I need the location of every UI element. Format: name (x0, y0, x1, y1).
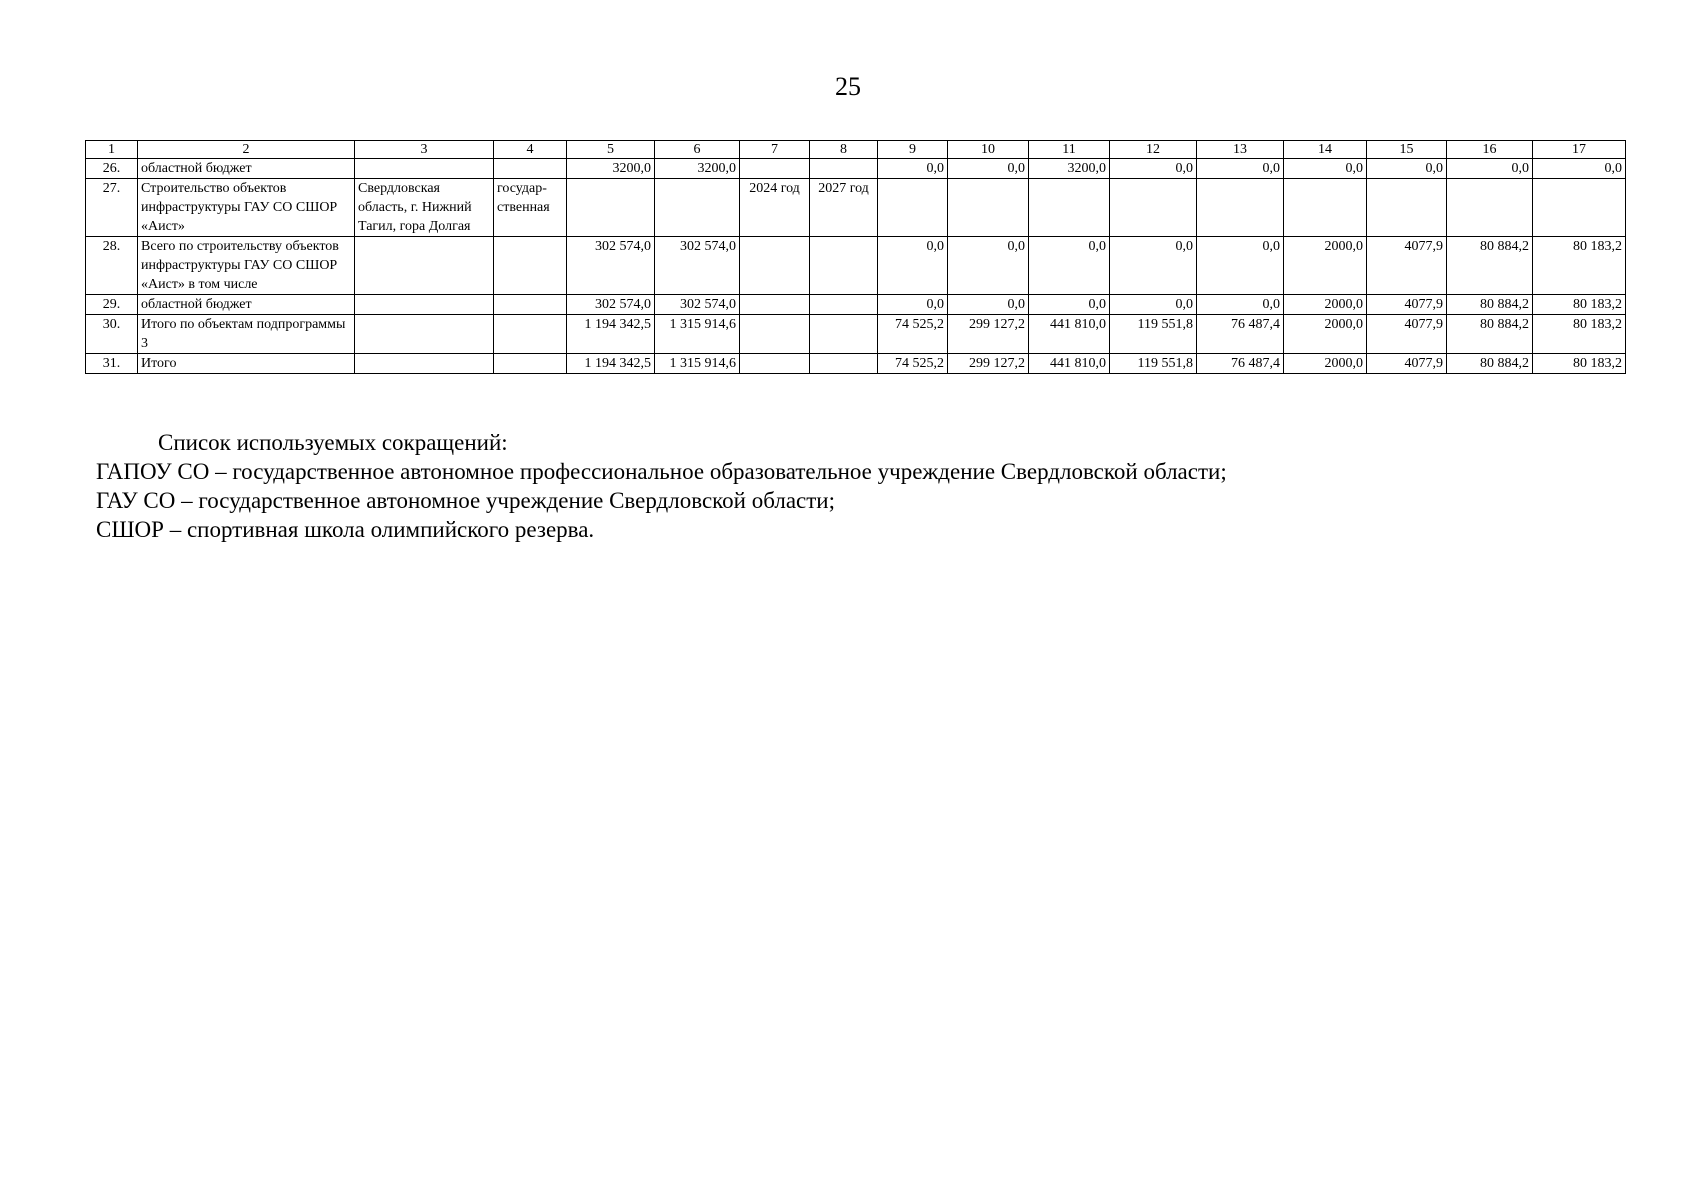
table-cell (1367, 179, 1447, 237)
table-cell (1029, 179, 1110, 237)
table-cell: 0,0 (1197, 237, 1284, 295)
table-cell (494, 237, 567, 295)
table-cell (1284, 179, 1367, 237)
table-cell: 0,0 (1197, 295, 1284, 315)
table-cell (948, 179, 1029, 237)
table-cell: 119 551,8 (1110, 315, 1197, 354)
row-number: 27. (86, 179, 138, 237)
location-cell: Свердловская область, г. Нижний Тагил, гора Долгая (355, 179, 494, 237)
table-cell (494, 159, 567, 179)
table-cell: 1 315 914,6 (655, 354, 740, 374)
table-cell: 80 884,2 (1447, 354, 1533, 374)
table-cell: 0,0 (878, 237, 948, 295)
row-number: 28. (86, 237, 138, 295)
header-cell: 15 (1367, 141, 1447, 159)
abbreviations-section (96, 428, 1656, 544)
row-name: областной бюджет (138, 295, 355, 315)
header-cell: 3 (355, 141, 494, 159)
header-cell: 11 (1029, 141, 1110, 159)
header-cell: 5 (567, 141, 655, 159)
header-cell: 4 (494, 141, 567, 159)
table-cell: 74 525,2 (878, 315, 948, 354)
table-cell: 119 551,8 (1110, 354, 1197, 374)
row-name: Итого (138, 354, 355, 374)
table-cell: 3200,0 (655, 159, 740, 179)
table-cell (810, 159, 878, 179)
table-cell: 0,0 (948, 237, 1029, 295)
header-cell: 8 (810, 141, 878, 159)
row-name: Итого по объектам подпрограммы 3 (138, 315, 355, 354)
table-cell (740, 354, 810, 374)
table-cell: 0,0 (1284, 159, 1367, 179)
table-cell: 80 183,2 (1533, 315, 1626, 354)
abbreviation-item: ГАПОУ СО – государственное автономное профессиональное образовательное учреждение Свердловской области; (96, 459, 1227, 484)
row-name: областной бюджет (138, 159, 355, 179)
table-cell: 76 487,4 (1197, 315, 1284, 354)
table-cell (740, 315, 810, 354)
table-cell: 0,0 (1110, 159, 1197, 179)
table-cell (355, 354, 494, 374)
table-cell: 76 487,4 (1197, 354, 1284, 374)
row-name: Всего по строительству объектов инфраструктуры ГАУ СО СШОР «Аист» в том числе (138, 237, 355, 295)
table-cell: 1 194 342,5 (567, 354, 655, 374)
table-cell (1447, 179, 1533, 237)
table-cell: 0,0 (1533, 159, 1626, 179)
abbreviation-item: СШОР – спортивная школа олимпийского резерва. (96, 517, 595, 542)
table-cell (567, 179, 655, 237)
table-cell (740, 159, 810, 179)
table-cell (494, 354, 567, 374)
table-cell: 0,0 (1029, 237, 1110, 295)
table-cell: 2000,0 (1284, 354, 1367, 374)
budget-table (85, 140, 1626, 374)
table-cell (355, 237, 494, 295)
table-cell: 2000,0 (1284, 315, 1367, 354)
table-row (86, 354, 1626, 374)
table-cell: 4077,9 (1367, 237, 1447, 295)
table-cell: 0,0 (1447, 159, 1533, 179)
table-cell: 2000,0 (1284, 295, 1367, 315)
header-cell: 7 (740, 141, 810, 159)
header-cell: 1 (86, 141, 138, 159)
table-cell: 302 574,0 (567, 237, 655, 295)
table-cell: 80 183,2 (1533, 354, 1626, 374)
abbreviations-title: Список используемых сокращений: (158, 430, 508, 455)
header-cell: 2 (138, 141, 355, 159)
table-cell: 3200,0 (567, 159, 655, 179)
table-cell (355, 295, 494, 315)
table-cell: 0,0 (948, 159, 1029, 179)
header-cell: 13 (1197, 141, 1284, 159)
table-cell (1197, 179, 1284, 237)
table-row (86, 315, 1626, 354)
table-cell (1533, 179, 1626, 237)
table-cell: 80 884,2 (1447, 237, 1533, 295)
table-cell: 0,0 (1110, 295, 1197, 315)
ownership-cell: государ-ственная (494, 179, 567, 237)
header-cell: 16 (1447, 141, 1533, 159)
table-cell (494, 315, 567, 354)
table-row (86, 237, 1626, 295)
table-cell (810, 354, 878, 374)
row-number: 26. (86, 159, 138, 179)
table-cell: 0,0 (1197, 159, 1284, 179)
table-cell: 80 183,2 (1533, 295, 1626, 315)
table-cell (494, 295, 567, 315)
table-cell (740, 295, 810, 315)
table-cell (655, 179, 740, 237)
table-cell: 0,0 (1029, 295, 1110, 315)
header-cell: 14 (1284, 141, 1367, 159)
table-row (86, 159, 1626, 179)
table-row (86, 179, 1626, 237)
table-cell: 1 194 342,5 (567, 315, 655, 354)
row-name: Строительство объектов инфраструктуры ГАУ СО СШОР «Аист» (138, 179, 355, 237)
row-number: 31. (86, 354, 138, 374)
table-cell: 302 574,0 (567, 295, 655, 315)
table-cell (878, 179, 948, 237)
table-cell: 80 183,2 (1533, 237, 1626, 295)
table-cell: 299 127,2 (948, 315, 1029, 354)
header-cell: 9 (878, 141, 948, 159)
row-number: 30. (86, 315, 138, 354)
table-cell: 0,0 (1110, 237, 1197, 295)
table-cell: 4077,9 (1367, 315, 1447, 354)
table-header-row (86, 141, 1626, 159)
table-cell (355, 159, 494, 179)
table-cell: 80 884,2 (1447, 315, 1533, 354)
table-cell (740, 237, 810, 295)
table-cell: 4077,9 (1367, 295, 1447, 315)
table-cell: 4077,9 (1367, 354, 1447, 374)
end-year-cell: 2027 год (810, 179, 878, 237)
table-cell: 0,0 (948, 295, 1029, 315)
table-cell (810, 295, 878, 315)
table-row (86, 295, 1626, 315)
table-cell: 299 127,2 (948, 354, 1029, 374)
table-cell: 302 574,0 (655, 295, 740, 315)
table-cell (810, 237, 878, 295)
table-cell: 1 315 914,6 (655, 315, 740, 354)
table-cell: 80 884,2 (1447, 295, 1533, 315)
table-cell: 441 810,0 (1029, 354, 1110, 374)
page-number: 25 (835, 72, 861, 101)
row-number: 29. (86, 295, 138, 315)
table-cell: 0,0 (1367, 159, 1447, 179)
table-cell: 0,0 (878, 159, 948, 179)
header-cell: 6 (655, 141, 740, 159)
start-year-cell: 2024 год (740, 179, 810, 237)
table-cell (355, 315, 494, 354)
table-cell: 2000,0 (1284, 237, 1367, 295)
table-cell (810, 315, 878, 354)
header-cell: 17 (1533, 141, 1626, 159)
table-cell: 74 525,2 (878, 354, 948, 374)
table-cell (1110, 179, 1197, 237)
header-cell: 12 (1110, 141, 1197, 159)
table-cell: 0,0 (878, 295, 948, 315)
abbreviation-item: ГАУ СО – государственное автономное учреждение Свердловской области; (96, 488, 836, 513)
header-cell: 10 (948, 141, 1029, 159)
table-cell: 3200,0 (1029, 159, 1110, 179)
table-cell: 302 574,0 (655, 237, 740, 295)
table-cell: 441 810,0 (1029, 315, 1110, 354)
